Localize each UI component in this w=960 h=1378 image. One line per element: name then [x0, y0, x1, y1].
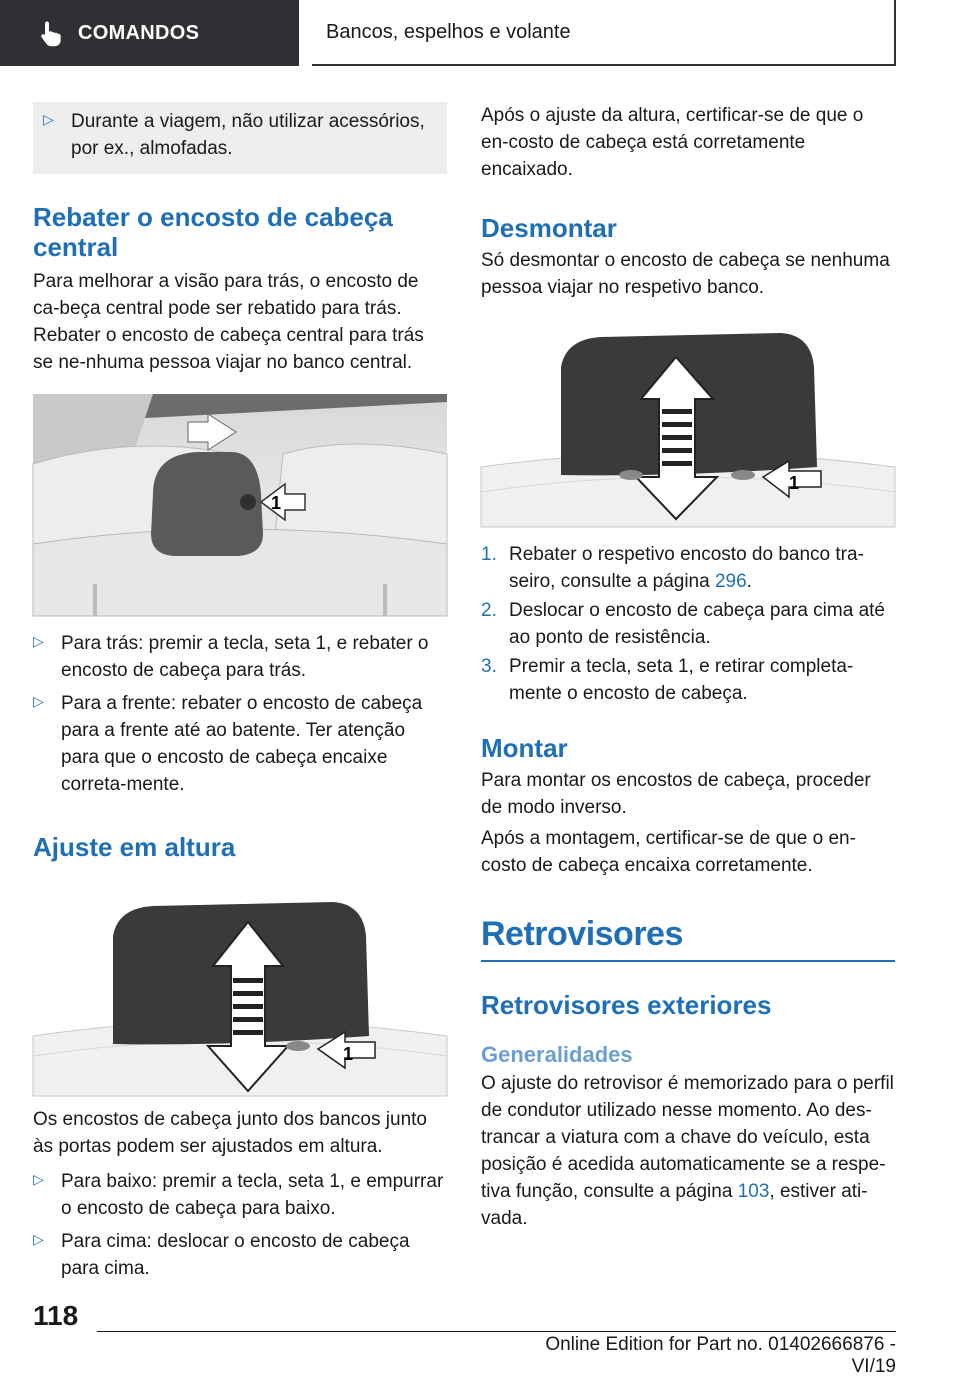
list-item [481, 597, 895, 651]
bullet-text: Para trás: premir a tecla, seta 1, e rebater o encosto de cabeça para trás. [61, 633, 429, 681]
step-number: 1. [481, 544, 497, 565]
callout-number: 1 [343, 1044, 354, 1064]
heading-fold-headrest: Rebater o encosto de cabeça central [33, 202, 393, 262]
list-item [33, 630, 447, 684]
step-text: Rebater o respetivo encosto do banco tra-seiro, consulte a página [509, 544, 864, 592]
bullet-text: Para cima: deslocar o encosto de cabeça para cima. [61, 1231, 410, 1279]
heading-remove: Desmontar [481, 213, 617, 243]
step-text: Premir a tecla, seta 1, e retirar completa-mente o encosto de cabeça. [509, 656, 854, 704]
edition-info: Online Edition for Part no. 01402666876 - VI/19 [545, 1334, 896, 1377]
heading-mirrors: Retrovisores [481, 915, 895, 962]
list-item [33, 1228, 447, 1282]
list-item: 1. Rebater o respetivo encosto do banco tra-seiro, consulte a página 296. [481, 541, 895, 595]
footer-divider [97, 1331, 896, 1332]
section-title: COMANDOS [78, 21, 200, 44]
page-link[interactable]: 296 [714, 571, 747, 592]
left-column [33, 102, 447, 1282]
heading-height-adjust: Ajuste em altura [33, 832, 236, 862]
bullet-text: Para baixo: premir a tecla, seta 1, e empurrar o encosto de cabeça para baixo. [61, 1171, 444, 1219]
list-item [481, 653, 895, 707]
height-bullet-list [33, 1168, 447, 1282]
step-text: Deslocar o encosto de cabeça para cima até ao ponto de resistência. [509, 600, 885, 648]
heading-mount: Montar [481, 733, 568, 763]
triangle-bullet-icon: ▷ [43, 111, 54, 127]
headrest-remove-illustration [481, 327, 895, 527]
step-number: 3. [481, 656, 497, 677]
paragraph-mount-2: Após a montagem, certificar-se de que o en-costo de cabeça encaixa corretamente. [481, 828, 856, 876]
paragraph-remove: Só desmontar o encosto de cabeça se nenhuma pessoa viajar no respetivo banco. [481, 250, 890, 298]
triangle-bullet-icon: ▷ [33, 1231, 44, 1247]
triangle-bullet-icon: ▷ [33, 1171, 44, 1187]
note-text: Durante a viagem, não utilizar acessórios, por ex., almofadas. [71, 111, 425, 159]
note-box [33, 102, 447, 174]
triangle-bullet-icon: ▷ [33, 693, 44, 709]
step-number: 2. [481, 600, 497, 621]
list-item [33, 690, 447, 798]
header-section-tab [0, 0, 299, 66]
right-column [481, 102, 895, 1232]
paragraph-fold: Para melhorar a visão para trás, o encosto de ca-beça central pode ser rebatido para trás. Rebater o encosto de cabeça central para trás se ne-nhuma pessoa viajar no banco central. [33, 271, 424, 373]
paragraph-general: O ajuste do retrovisor é memorizado para o perfil de condutor utilizado nesse momento. Ao des-trancar a viatura com a chave do veículo, esta posição é acedida automaticamente se a respe-tiva função, consulte a página 103, estiver ati-vada. [481, 1073, 894, 1229]
heading-exterior-mirrors: Retrovisores exteriores [481, 990, 772, 1020]
callout-number: 1 [271, 493, 282, 513]
page-number: 118 [33, 1300, 79, 1331]
page-link[interactable]: 103 [737, 1181, 770, 1202]
triangle-bullet-icon: ▷ [33, 633, 44, 649]
note-item [43, 108, 437, 162]
paragraph-after-adjust: Após o ajuste da altura, certificar-se de que o en-costo de cabeça está corretamente encaixado. [481, 105, 864, 180]
heading-general: Generalidades [481, 1042, 633, 1067]
bullet-text: Para a frente: rebater o encosto de cabeça para a frente até ao batente. Ter atenção para que o encosto de cabeça encaixe correta-mente. [61, 693, 423, 795]
paragraph-mount-1: Para montar os encostos de cabeça, proceder de modo inverso. [481, 770, 871, 818]
callout-number: 1 [789, 473, 800, 493]
paragraph-height: Os encostos de cabeça junto dos bancos junto às portas podem ser ajustados em altura. [33, 1109, 427, 1157]
fold-bullet-list [33, 630, 447, 798]
remove-steps-list [481, 541, 895, 707]
hand-pointer-icon [40, 20, 62, 46]
headrest-height-illustration [33, 896, 447, 1096]
center-headrest-illustration [33, 394, 447, 616]
list-item [33, 1168, 447, 1222]
header-chapter-tab [312, 0, 896, 66]
chapter-title: Bancos, espelhos e volante [326, 20, 571, 43]
